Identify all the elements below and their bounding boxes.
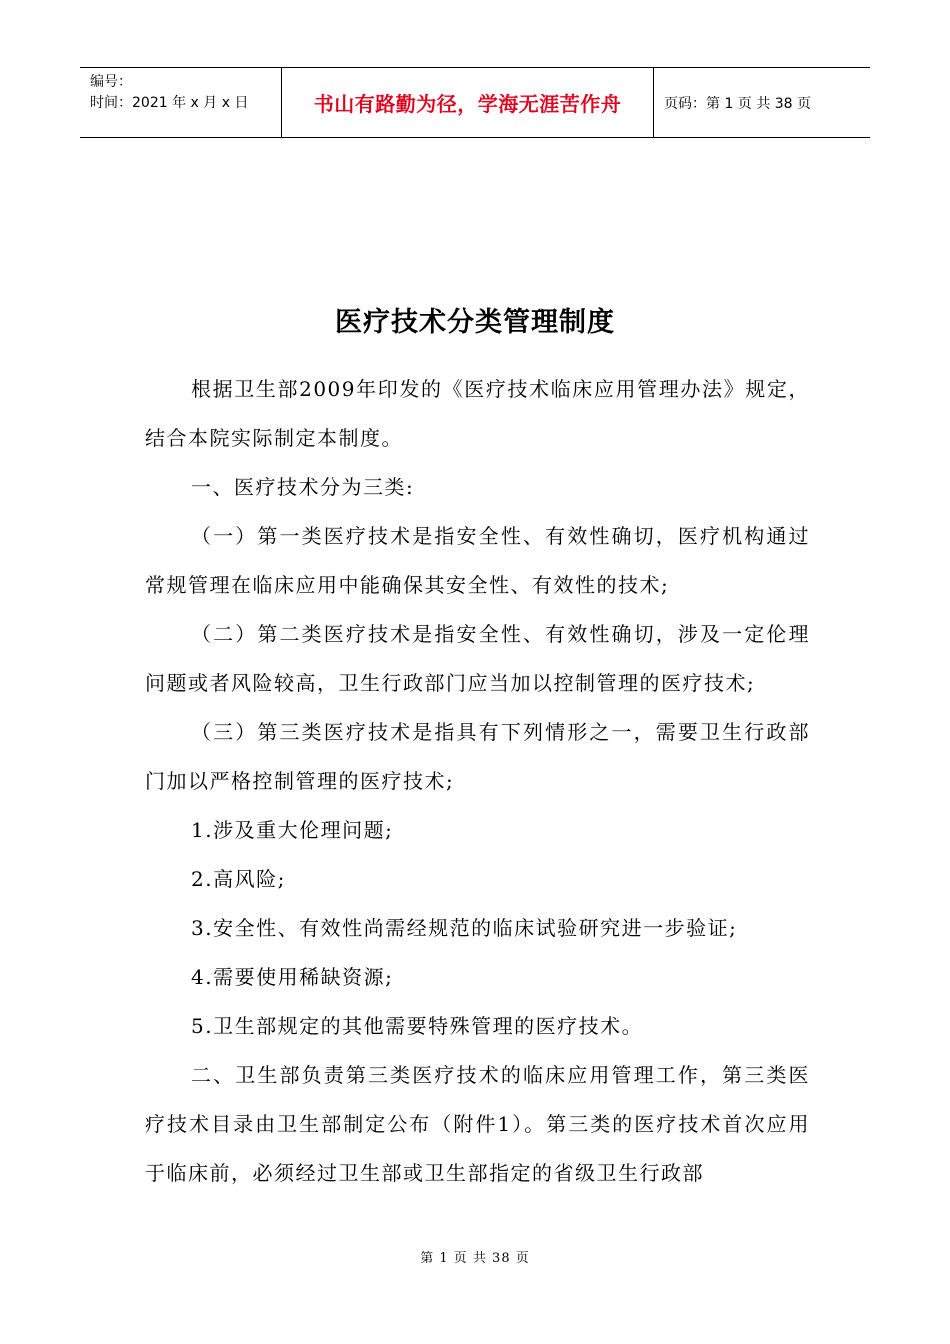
list-item: 4.需要使用稀缺资源;	[191, 965, 394, 989]
body-paragraph: （三）第三类医疗技术是指具有下列情形之一，需要卫生行政部门加以严格控制管理的医疗技术;	[145, 720, 810, 793]
document-title: 医疗技术分类管理制度	[335, 307, 615, 338]
body-paragraph: 一、医疗技术分为三类:	[191, 475, 415, 499]
document-date-label: 时间：2021 年 x 月 x 日	[90, 95, 249, 111]
body-paragraph: 二、卫生部负责第三类医疗技术的临床应用管理工作，第三类医疗技术目录由卫生部制定公布（附件1）。第三类的医疗技术首次应用于临床前，必须经过卫生部或卫生部指定的省级卫生行政部	[145, 1063, 810, 1185]
list-item: 1.涉及重大伦理问题;	[191, 818, 394, 842]
list-item: 2.高风险;	[191, 867, 286, 891]
header-page-code-cell	[654, 68, 870, 137]
header-motto-cell	[282, 68, 654, 137]
body-paragraph: （二）第二类医疗技术是指安全性、有效性确切，涉及一定伦理问题或者风险较高，卫生行政部门应当加以控制管理的医疗技术;	[145, 622, 810, 695]
document-body	[145, 365, 810, 1198]
list-item: 5.卫生部规定的其他需要特殊管理的医疗技术。	[191, 1014, 644, 1038]
header-page-code: 页码：第 1 页 共 38 页	[664, 95, 811, 112]
body-paragraph: （一）第一类医疗技术是指安全性、有效性确切，医疗机构通过常规管理在临床应用中能确保其安全性、有效性的技术;	[145, 524, 810, 597]
document-number-label: 编号：	[90, 74, 132, 90]
header-table	[80, 67, 870, 138]
header-meta	[80, 68, 282, 137]
body-paragraph: 根据卫生部2009年印发的《医疗技术临床应用管理办法》规定，结合本院实际制定本制度。	[145, 377, 810, 450]
header-motto: 书山有路勤为径，学海无涯苦作舟	[313, 92, 622, 116]
list-item: 3.安全性、有效性尚需经规范的临床试验研究进一步验证;	[191, 916, 738, 940]
page-footer: 第 1 页 共 38 页	[420, 1251, 530, 1266]
